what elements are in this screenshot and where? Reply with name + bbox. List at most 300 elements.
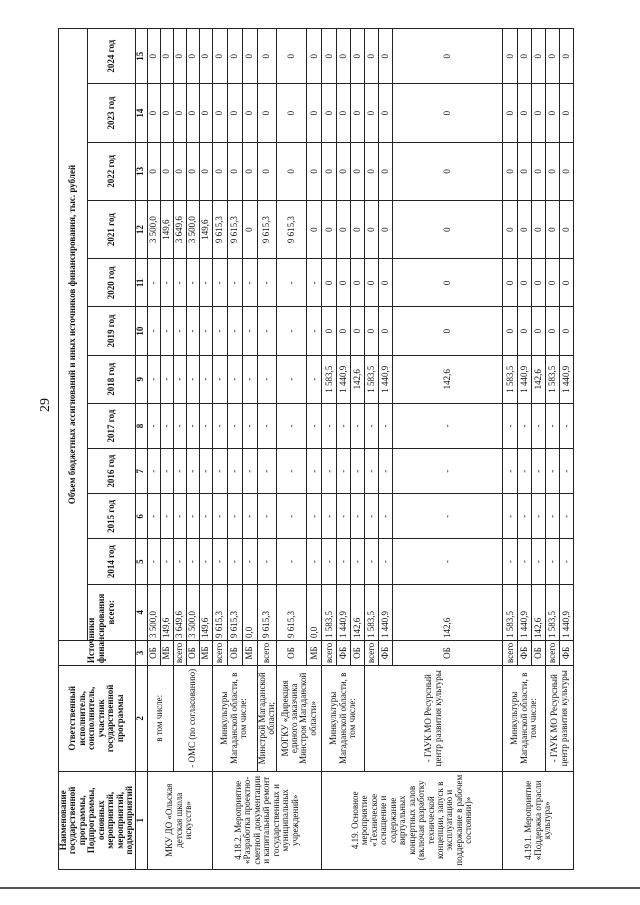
year-value-cell: 0 [532, 307, 546, 355]
col-number: 13 [135, 142, 147, 200]
year-value-cell: - [307, 307, 322, 355]
year-value-cell: - [351, 539, 365, 584]
source-cell: ОБ [227, 640, 242, 665]
year-value-cell: - [147, 259, 160, 307]
year-value-cell: 0 [518, 200, 532, 258]
year-value-cell: 9 615,3 [227, 200, 242, 258]
year-value-cell: 1 583,5 [503, 355, 518, 403]
year-value-cell: 0 [160, 29, 173, 84]
year-value-cell: - [532, 494, 546, 539]
source-cell: всего [546, 640, 560, 665]
source-cell: ОБ [532, 640, 546, 665]
year-value-cell: 0 [351, 29, 365, 84]
year-value-cell: - [173, 403, 186, 448]
year-value-cell: 0 [365, 142, 379, 200]
header-year: 2019 год [88, 307, 135, 355]
year-value-cell: - [257, 494, 277, 539]
year-value-cell: - [307, 494, 322, 539]
year-value-cell: 3 649,6 [173, 200, 186, 258]
year-value-cell: - [173, 355, 186, 403]
year-value-cell: - [227, 403, 242, 448]
year-value-cell: - [212, 449, 227, 494]
responsible-cell: Минкультуры Магаданской области, в том числе: [322, 666, 365, 771]
year-value-cell: 142,6 [532, 355, 546, 403]
year-value-cell: 0 [393, 200, 503, 258]
year-value-cell: - [147, 403, 160, 448]
year-value-cell: - [199, 403, 212, 448]
year-value-cell: 0 [503, 200, 518, 258]
year-value-cell: 0 [518, 84, 532, 142]
year-value-cell: - [257, 449, 277, 494]
year-value-cell: - [503, 403, 518, 448]
col-number: 4 [135, 584, 147, 640]
total-cell: 9 615,3 [227, 584, 242, 640]
year-value-cell: - [227, 449, 242, 494]
year-value-cell: - [322, 539, 337, 584]
year-value-cell: - [147, 449, 160, 494]
year-value-cell: 0 [307, 84, 322, 142]
year-value-cell: 0 [532, 142, 546, 200]
source-cell: МБ [160, 640, 173, 665]
source-cell: ФБ [379, 640, 393, 665]
total-cell: 3 500,0 [186, 584, 199, 640]
year-value-cell: - [277, 539, 307, 584]
year-value-cell: 0 [173, 29, 186, 84]
year-value-cell: - [242, 403, 257, 448]
year-value-cell: 0 [186, 84, 199, 142]
header-year: 2016 год [88, 449, 135, 494]
year-value-cell: - [160, 355, 173, 403]
col-number: 1 [135, 771, 147, 869]
year-value-cell: 0 [365, 200, 379, 258]
year-value-cell: 0 [379, 142, 393, 200]
source-cell: ОБ [393, 640, 503, 665]
row-name-cell: 4.19. Основное мероприятие «Техническое оснащение и содержание виртуальных концертных залов (включая разработку технической концепции, запуск в эксплуатацию и поддержание в рабочем состоянии)» [322, 771, 503, 869]
year-value-cell: - [160, 259, 173, 307]
header-year: 2021 год [88, 200, 135, 258]
year-value-cell: - [546, 449, 560, 494]
table-row [322, 29, 337, 870]
year-value-cell: - [257, 259, 277, 307]
year-value-cell: 0 [337, 307, 351, 355]
year-value-cell: - [307, 449, 322, 494]
year-value-cell: 0 [532, 29, 546, 84]
table-row [212, 29, 227, 870]
header-responsible: Ответственный исполнитель, соисполнитель, участник государственной программы [59, 666, 136, 771]
year-value-cell: - [199, 449, 212, 494]
year-value-cell: - [322, 403, 337, 448]
year-value-cell: 0 [322, 142, 337, 200]
year-value-cell: - [199, 307, 212, 355]
year-value-cell: 0 [277, 142, 307, 200]
total-cell: 149,6 [199, 584, 212, 640]
source-cell: МБ [199, 640, 212, 665]
year-value-cell: 9 615,3 [212, 200, 227, 258]
table-row [173, 29, 186, 870]
year-value-cell: - [257, 539, 277, 584]
year-value-cell: - [227, 259, 242, 307]
table-row [365, 29, 379, 870]
year-value-cell: 142,6 [351, 355, 365, 403]
year-value-cell: 0 [173, 142, 186, 200]
year-value-cell: - [379, 403, 393, 448]
year-value-cell: 0 [277, 84, 307, 142]
year-value-cell: - [307, 539, 322, 584]
source-cell: всего [212, 640, 227, 665]
year-value-cell: 0 [173, 84, 186, 142]
year-value-cell: 0 [160, 84, 173, 142]
page-bottom-rule [0, 887, 640, 889]
year-value-cell: 0 [212, 29, 227, 84]
year-value-cell: 1 583,5 [365, 355, 379, 403]
row-name-cell: 4.19.1. Мероприятие «Поддержка отрасли культура» [503, 771, 574, 869]
year-value-cell: - [379, 494, 393, 539]
source-cell: ФБ [518, 640, 532, 665]
year-value-cell: - [186, 355, 199, 403]
year-value-cell: - [560, 494, 574, 539]
year-value-cell: - [546, 494, 560, 539]
year-value-cell: 1 583,5 [322, 355, 337, 403]
header-source: Источники финансирования [59, 640, 136, 665]
year-value-cell: - [322, 449, 337, 494]
year-value-cell: - [199, 494, 212, 539]
year-value-cell: - [186, 259, 199, 307]
year-value-cell: 0 [322, 84, 337, 142]
header-year: 2015 год [88, 494, 135, 539]
header-name: Наименование государственной программы, Подпрограммы, основных мероприятий, мероприятий, подмероприятий [59, 771, 136, 869]
year-value-cell: - [322, 494, 337, 539]
year-value-cell: 142,6 [393, 355, 503, 403]
year-value-cell: 0 [227, 142, 242, 200]
year-value-cell: 0 [337, 200, 351, 258]
year-value-cell: - [307, 403, 322, 448]
year-value-cell: 0 [560, 29, 574, 84]
header-year: 2023 год [88, 84, 135, 142]
year-value-cell: 0 [546, 84, 560, 142]
source-cell: всего [503, 640, 518, 665]
year-value-cell: 0 [503, 84, 518, 142]
year-value-cell: 0 [351, 259, 365, 307]
year-value-cell: - [546, 539, 560, 584]
total-cell: 1 583,5 [322, 584, 337, 640]
responsible-cell: Минстрой Магаданской области; [257, 666, 277, 771]
year-value-cell: - [277, 403, 307, 448]
year-value-cell: - [242, 355, 257, 403]
year-value-cell: 0 [365, 259, 379, 307]
year-value-cell: 0 [365, 84, 379, 142]
year-value-cell: - [379, 539, 393, 584]
year-value-cell: 1 440,9 [379, 355, 393, 403]
year-value-cell: - [242, 307, 257, 355]
year-value-cell: - [393, 539, 503, 584]
col-number: 8 [135, 403, 147, 448]
header-year: 2020 год [88, 259, 135, 307]
year-value-cell: - [186, 539, 199, 584]
year-value-cell: - [351, 403, 365, 448]
year-value-cell: 0 [503, 142, 518, 200]
year-value-cell: 0 [307, 29, 322, 84]
year-value-cell: - [337, 449, 351, 494]
row-name-cell: МКУ ДО «Ольская детская школа искусств» [147, 771, 212, 869]
year-value-cell: 0 [365, 29, 379, 84]
total-cell: 1 583,5 [546, 584, 560, 640]
year-value-cell: - [337, 494, 351, 539]
year-value-cell: - [365, 539, 379, 584]
col-number: 7 [135, 449, 147, 494]
year-value-cell: - [242, 494, 257, 539]
source-cell: всего [365, 640, 379, 665]
total-cell: 1 440,9 [560, 584, 574, 640]
year-value-cell: - [560, 403, 574, 448]
year-value-cell: - [160, 494, 173, 539]
table-row [147, 29, 160, 870]
year-value-cell: - [227, 307, 242, 355]
year-value-cell: - [532, 403, 546, 448]
year-value-cell: - [307, 259, 322, 307]
year-value-cell: - [257, 403, 277, 448]
year-value-cell: 0 [227, 84, 242, 142]
year-value-cell: - [212, 355, 227, 403]
year-value-cell: 0 [560, 84, 574, 142]
year-value-cell: 1 440,9 [518, 355, 532, 403]
total-cell: 1 440,9 [337, 584, 351, 640]
col-number: 3 [135, 640, 147, 665]
year-value-cell: 0 [518, 142, 532, 200]
year-value-cell: - [186, 307, 199, 355]
year-value-cell: 0 [257, 84, 277, 142]
year-value-cell: - [199, 355, 212, 403]
source-cell: ФБ [337, 640, 351, 665]
col-number: 15 [135, 29, 147, 84]
year-value-cell: 0 [337, 29, 351, 84]
year-value-cell: - [160, 539, 173, 584]
year-value-cell: - [560, 539, 574, 584]
col-number: 6 [135, 494, 147, 539]
year-value-cell: 149,6 [160, 200, 173, 258]
year-value-cell: 0 [212, 84, 227, 142]
responsible-cell: - ГАУК МО Ресурсный центр развития культуры [546, 666, 574, 771]
year-value-cell: 0 [393, 29, 503, 84]
year-value-cell: 0 [199, 84, 212, 142]
source-cell: ОБ [351, 640, 365, 665]
source-cell: ОБ [277, 640, 307, 665]
year-value-cell: 9 615,3 [277, 200, 307, 258]
year-value-cell: - [393, 449, 503, 494]
year-value-cell: - [173, 449, 186, 494]
year-value-cell: - [147, 355, 160, 403]
year-value-cell: - [173, 539, 186, 584]
year-value-cell: 0 [546, 29, 560, 84]
year-value-cell: 0 [546, 200, 560, 258]
year-value-cell: 0 [379, 200, 393, 258]
year-value-cell: 0 [322, 307, 337, 355]
year-value-cell: - [365, 449, 379, 494]
year-value-cell: 0 [518, 307, 532, 355]
financing-table-wrapper [58, 28, 570, 870]
year-value-cell: - [173, 494, 186, 539]
year-value-cell: - [227, 539, 242, 584]
year-value-cell: 0 [147, 29, 160, 84]
year-value-cell: 0 [351, 142, 365, 200]
year-value-cell: 0 [242, 29, 257, 84]
year-value-cell: 149,6 [199, 200, 212, 258]
header-year: 2022 год [88, 142, 135, 200]
year-value-cell: 0 [242, 142, 257, 200]
year-value-cell: - [212, 539, 227, 584]
year-value-cell: - [173, 307, 186, 355]
year-value-cell: - [532, 539, 546, 584]
year-value-cell: 3 500,0 [186, 200, 199, 258]
year-value-cell: 0 [393, 84, 503, 142]
total-cell: 0,0 [307, 584, 322, 640]
year-value-cell: - [393, 403, 503, 448]
total-cell: 0,0 [242, 584, 257, 640]
year-value-cell: 0 [560, 259, 574, 307]
year-value-cell: 0 [503, 307, 518, 355]
total-cell: 3 649,6 [173, 584, 186, 640]
year-value-cell: - [503, 494, 518, 539]
total-cell: 9 615,3 [257, 584, 277, 640]
year-value-cell: 0 [147, 142, 160, 200]
year-value-cell: 0 [337, 142, 351, 200]
responsible-cell: Минкультуры Магаданской области, в том числе: [212, 666, 257, 771]
year-value-cell: 0 [393, 142, 503, 200]
year-value-cell: - [337, 539, 351, 584]
year-value-cell: - [518, 449, 532, 494]
year-value-cell: 1 440,9 [337, 355, 351, 403]
year-value-cell: 0 [503, 29, 518, 84]
year-value-cell: 0 [393, 307, 503, 355]
year-value-cell: - [147, 539, 160, 584]
col-number: 5 [135, 539, 147, 584]
year-value-cell: - [227, 494, 242, 539]
year-value-cell: 0 [160, 142, 173, 200]
year-value-cell: 0 [337, 84, 351, 142]
year-value-cell: - [351, 494, 365, 539]
year-value-cell: 0 [532, 84, 546, 142]
header-volume: Объем бюджетных ассигнований и иных источников финансирования, тыс. рублей [59, 29, 88, 641]
responsible-cell: - ОМС (по согласованию) [173, 666, 212, 771]
year-value-cell: 0 [186, 142, 199, 200]
source-cell: всего [173, 640, 186, 665]
total-cell: 142,6 [532, 584, 546, 640]
year-value-cell: - [186, 403, 199, 448]
year-value-cell: 0 [365, 307, 379, 355]
total-cell: 142,6 [393, 584, 503, 640]
year-value-cell: 0 [242, 84, 257, 142]
year-value-cell: 0 [307, 142, 322, 200]
total-cell: 149,6 [160, 584, 173, 640]
year-value-cell: - [242, 539, 257, 584]
year-value-cell: - [212, 307, 227, 355]
source-cell: ОБ [186, 640, 199, 665]
total-cell: 1 583,5 [503, 584, 518, 640]
row-name-cell: 4.18.2. Мероприятие «Разработка проектно-сметной документации и капитальный ремонт государственных и муниципальных учреждений» [212, 771, 322, 869]
source-cell: МБ [242, 640, 257, 665]
year-value-cell: - [173, 259, 186, 307]
year-value-cell: - [337, 403, 351, 448]
year-value-cell: - [560, 449, 574, 494]
year-value-cell: - [212, 494, 227, 539]
year-value-cell: 0 [518, 259, 532, 307]
total-cell: 1 583,5 [365, 584, 379, 640]
year-value-cell: 1 440,9 [560, 355, 574, 403]
year-value-cell: - [393, 494, 503, 539]
year-value-cell: 0 [322, 29, 337, 84]
year-value-cell: 0 [379, 259, 393, 307]
col-number: 10 [135, 307, 147, 355]
year-value-cell: - [199, 539, 212, 584]
year-value-cell: 0 [560, 200, 574, 258]
responsible-cell: Минкультуры Магаданской области, в том числе: [503, 666, 546, 771]
header-total: всего: [88, 584, 135, 640]
year-value-cell: - [147, 307, 160, 355]
source-cell: всего [257, 640, 277, 665]
year-value-cell: 0 [322, 259, 337, 307]
year-value-cell: 0 [546, 259, 560, 307]
responsible-cell: - ГАУК МО Ресурсный центр развития культуры [365, 666, 503, 771]
year-value-cell: - [212, 403, 227, 448]
responsible-cell: МОГКУ «Дирекция единого заказчика Минстроя Магаданской области» [277, 666, 322, 771]
year-value-cell: 0 [518, 29, 532, 84]
year-value-cell: 0 [147, 84, 160, 142]
year-value-cell: 9 615,3 [257, 200, 277, 258]
year-value-cell: - [277, 259, 307, 307]
year-value-cell: - [242, 259, 257, 307]
year-value-cell: 0 [503, 259, 518, 307]
year-value-cell: 0 [379, 84, 393, 142]
header-year: 2018 год [88, 355, 135, 403]
year-value-cell: - [277, 355, 307, 403]
year-value-cell: 0 [532, 259, 546, 307]
year-value-cell: - [227, 355, 242, 403]
year-value-cell: 0 [546, 142, 560, 200]
year-value-cell: - [379, 449, 393, 494]
year-value-cell: - [242, 449, 257, 494]
year-value-cell: - [212, 259, 227, 307]
year-value-cell: 0 [532, 200, 546, 258]
year-value-cell: - [365, 494, 379, 539]
year-value-cell: 0 [257, 142, 277, 200]
year-value-cell: 0 [351, 307, 365, 355]
year-value-cell: 0 [560, 307, 574, 355]
year-value-cell: 0 [257, 29, 277, 84]
year-value-cell: - [160, 403, 173, 448]
year-value-cell: - [277, 307, 307, 355]
source-cell: ФБ [560, 640, 574, 665]
year-value-cell: 0 [212, 142, 227, 200]
year-value-cell: - [186, 494, 199, 539]
total-cell: 142,6 [351, 584, 365, 640]
year-value-cell: 0 [199, 142, 212, 200]
year-value-cell: 0 [242, 200, 257, 258]
header-year: 2014 год [88, 539, 135, 584]
table-row [277, 29, 307, 870]
year-value-cell: - [257, 355, 277, 403]
header-year: 2024 год [88, 29, 135, 84]
col-number: 2 [135, 666, 147, 771]
year-value-cell: - [147, 494, 160, 539]
col-number: 11 [135, 259, 147, 307]
year-value-cell: - [518, 539, 532, 584]
table-row [257, 29, 277, 870]
page-number: 29 [38, 398, 53, 412]
year-value-cell: 0 [351, 200, 365, 258]
year-value-cell: - [186, 449, 199, 494]
year-value-cell: 0 [186, 29, 199, 84]
total-cell: 1 440,9 [379, 584, 393, 640]
year-value-cell: - [307, 355, 322, 403]
